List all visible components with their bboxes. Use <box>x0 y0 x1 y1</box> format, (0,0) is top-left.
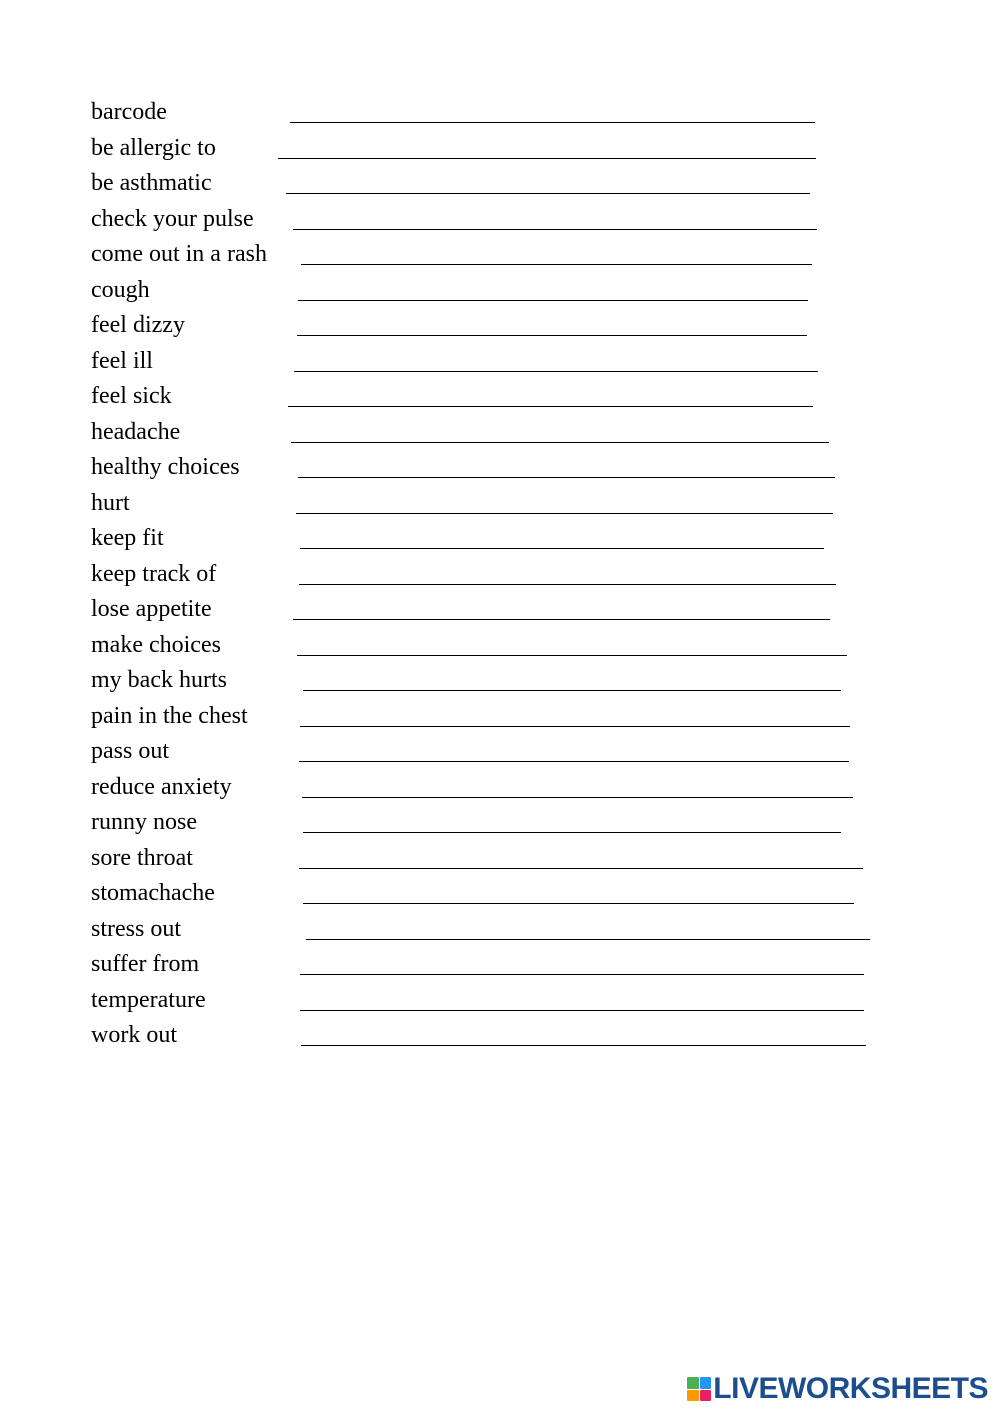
answer-line[interactable] <box>303 903 854 904</box>
term-label: make choices <box>91 631 221 658</box>
answer-line[interactable] <box>300 974 864 975</box>
answer-line[interactable] <box>288 406 813 407</box>
term-row <box>91 1017 891 1053</box>
term-label: stomachache <box>91 880 215 906</box>
term-row <box>91 769 891 805</box>
term-label: be asthmatic <box>91 170 212 196</box>
answer-line[interactable] <box>286 193 810 194</box>
term-row <box>91 556 891 592</box>
term-row <box>91 662 891 698</box>
answer-line[interactable] <box>297 335 807 336</box>
term-row <box>91 804 891 840</box>
term-row <box>91 414 891 450</box>
answer-line[interactable] <box>306 939 870 940</box>
term-label: pass out <box>91 738 169 764</box>
term-row <box>91 378 891 414</box>
answer-line[interactable] <box>294 371 818 372</box>
term-label: my back hurts <box>91 667 227 693</box>
answer-line[interactable] <box>300 726 850 727</box>
logo-square-orange <box>687 1390 699 1402</box>
answer-line[interactable] <box>290 122 815 123</box>
answer-line[interactable] <box>298 300 808 301</box>
answer-line[interactable] <box>303 690 841 691</box>
term-label: runny nose <box>91 809 197 835</box>
answer-line[interactable] <box>298 477 835 478</box>
answer-line[interactable] <box>299 584 836 585</box>
term-label: hurt <box>91 489 130 516</box>
term-label: reduce anxiety <box>91 773 232 800</box>
answer-line[interactable] <box>299 868 863 869</box>
liveworksheets-logo-icon <box>687 1377 711 1401</box>
logo-square-green <box>687 1377 699 1389</box>
term-label: keep fit <box>91 525 164 551</box>
term-row <box>91 946 891 982</box>
term-label: stress out <box>91 915 181 942</box>
answer-line[interactable] <box>300 548 824 549</box>
term-label: sore throat <box>91 844 193 871</box>
term-label: healthy choices <box>91 454 240 480</box>
term-label: feel sick <box>91 383 172 409</box>
term-row <box>91 94 891 130</box>
term-row <box>91 627 891 663</box>
term-row <box>91 520 891 556</box>
term-label: keep track of <box>91 560 217 587</box>
term-row <box>91 911 891 947</box>
logo-square-blue <box>700 1377 712 1389</box>
term-row <box>91 449 891 485</box>
vocabulary-worksheet <box>91 94 891 1053</box>
answer-line[interactable] <box>300 1010 864 1011</box>
term-label: work out <box>91 1022 177 1048</box>
term-label: come out in a rash <box>91 241 267 267</box>
term-row <box>91 272 891 308</box>
term-label: suffer from <box>91 951 200 977</box>
answer-line[interactable] <box>293 229 817 230</box>
term-row <box>91 236 891 272</box>
answer-line[interactable] <box>299 761 849 762</box>
term-row <box>91 733 891 769</box>
answer-line[interactable] <box>291 442 829 443</box>
answer-line[interactable] <box>297 655 847 656</box>
term-row <box>91 165 891 201</box>
term-row <box>91 982 891 1018</box>
answer-line[interactable] <box>296 513 833 514</box>
term-row <box>91 130 891 166</box>
term-row <box>91 875 891 911</box>
answer-line[interactable] <box>301 1045 866 1046</box>
answer-line[interactable] <box>301 264 812 265</box>
liveworksheets-brand <box>687 1372 988 1406</box>
term-row <box>91 343 891 379</box>
answer-line[interactable] <box>303 832 841 833</box>
brand-wordmark: LIVEWORKSHEETS <box>713 1372 988 1405</box>
term-row <box>91 201 891 237</box>
answer-line[interactable] <box>278 158 816 159</box>
term-row <box>91 840 891 876</box>
term-row <box>91 485 891 521</box>
term-row <box>91 591 891 627</box>
term-label: temperature <box>91 986 206 1013</box>
term-label: barcode <box>91 99 167 125</box>
term-label: lose appetite <box>91 596 212 622</box>
term-label: headache <box>91 418 181 445</box>
answer-line[interactable] <box>293 619 830 620</box>
term-label: cough <box>91 276 150 303</box>
answer-line[interactable] <box>302 797 853 798</box>
term-label: pain in the chest <box>91 702 248 729</box>
term-label: check your pulse <box>91 205 254 232</box>
term-row <box>91 307 891 343</box>
term-label: feel ill <box>91 347 153 374</box>
logo-square-pink <box>700 1390 712 1402</box>
term-label: be allergic to <box>91 134 216 161</box>
term-label: feel dizzy <box>91 312 185 338</box>
term-row <box>91 698 891 734</box>
